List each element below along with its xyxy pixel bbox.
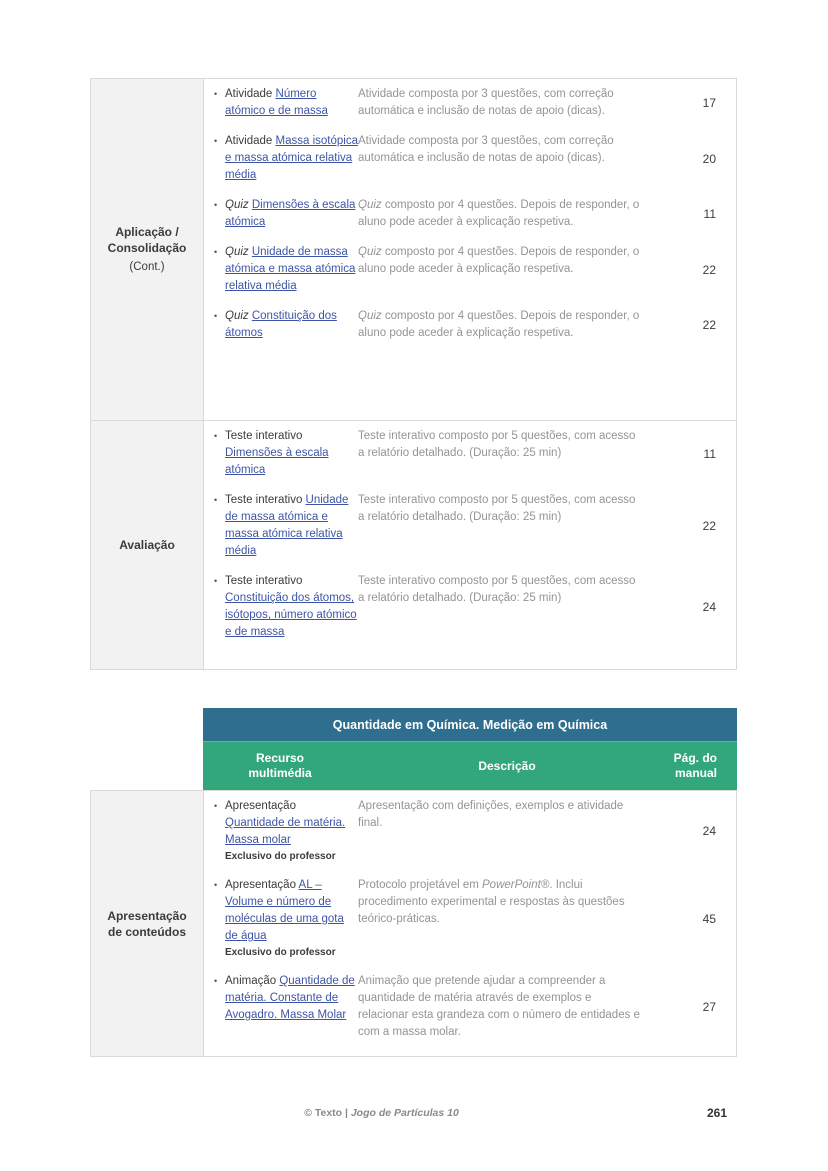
table-title: Quantidade em Química. Medição em Química — [332, 717, 608, 732]
table-body — [90, 790, 737, 1057]
resource-type: Apresentação — [225, 879, 299, 891]
footer-page-number: 261 — [706, 1106, 727, 1120]
manual-page-number: 24 — [702, 824, 716, 838]
description-segment: Teste interativo composto por 5 questões, com acesso a relatório detalhado. (Duração: 25 min) — [358, 575, 636, 604]
resource-link[interactable]: Unidade de massa atómica e massa atómica relativa média — [225, 246, 356, 292]
resource-label — [225, 86, 358, 120]
bullet-icon: • — [214, 431, 218, 441]
column-header-description-label: Descrição — [478, 758, 536, 773]
resource-type: Teste interativo — [225, 575, 303, 587]
manual-page-number: 11 — [703, 207, 716, 221]
manual-page-number: 22 — [702, 519, 716, 533]
description-segment: Teste interativo composto por 5 questões, com acesso a relatório detalhado. (Duração: 25 min) — [358, 430, 636, 459]
description-segment: composto por 4 questões. Depois de responder, o aluno pode aceder à explicação respetiva. — [358, 246, 640, 275]
resource-label — [225, 308, 358, 342]
manual-page-number: 45 — [702, 911, 716, 926]
resource-link[interactable]: Constituição dos átomos — [225, 310, 337, 339]
resource-link[interactable]: Quantidade de matéria. Constante de Avogadro. Massa Molar — [225, 975, 355, 1021]
bullet-icon: • — [214, 880, 218, 890]
column-header-description — [357, 759, 657, 774]
resource-type: Teste interativo — [225, 494, 306, 506]
resource-label — [225, 244, 358, 295]
resource-cell — [204, 492, 358, 560]
resource-link[interactable]: AL – Volume e número de moléculas de uma gota de água — [225, 879, 344, 942]
group-label-text: Aplicação / — [115, 225, 179, 239]
resource-cell — [204, 244, 358, 295]
group-sublabel: (Cont.) — [129, 261, 165, 273]
manual-page-number: 20 — [702, 151, 716, 166]
resource-type: Atividade — [225, 88, 276, 100]
table-title-bar — [203, 708, 737, 741]
resource-description — [358, 798, 658, 864]
footer-book-title: Jogo de Partículas 10 — [350, 1107, 459, 1119]
table-group — [91, 791, 736, 1056]
resource-description — [358, 86, 658, 120]
resource-description — [358, 133, 658, 184]
bullet-icon: • — [214, 247, 218, 257]
manual-page-number: 24 — [702, 600, 716, 614]
group-label-cell — [91, 791, 204, 1056]
resource-link[interactable]: Número atómico e de massa — [225, 88, 328, 117]
resource-cell — [204, 428, 358, 479]
resource-cell — [204, 308, 358, 342]
resource-link[interactable]: Quantidade de matéria. Massa molar — [225, 817, 346, 846]
group-label-cell — [91, 421, 204, 669]
resource-row — [204, 798, 736, 864]
group-rows — [204, 79, 736, 420]
description-segment: . Inclui procedimento experimental e respostas às questões teórico-práticas. — [358, 879, 625, 925]
description-segment: Protocolo projetável em — [358, 879, 483, 891]
resource-link[interactable]: Dimensões à escala atómica — [225, 447, 329, 476]
table-column-headers — [203, 741, 737, 790]
table-group — [91, 79, 736, 420]
group-label-text: Avaliação — [119, 538, 175, 552]
resource-type: Atividade — [225, 135, 276, 147]
resource-row — [204, 973, 736, 1041]
bullet-icon: • — [214, 311, 218, 321]
resource-type: Apresentação — [225, 800, 296, 812]
description-segment: Atividade composta por 3 questões, com correção automática e inclusão de notas de apoio (dicas). — [358, 135, 614, 164]
professor-note: Exclusivo do professor — [225, 947, 336, 958]
resource-link[interactable]: Constituição dos átomos, isótopos, número atómico e de massa — [225, 592, 357, 638]
description-segment: Teste interativo composto por 5 questões, com acesso a relatório detalhado. (Duração: 25 min) — [358, 494, 636, 523]
resource-description — [358, 492, 658, 560]
resource-description — [358, 877, 658, 960]
table-group — [91, 420, 736, 669]
description-segment: Quiz — [358, 246, 382, 258]
resource-label — [225, 798, 358, 864]
resource-type: Quiz — [225, 310, 252, 322]
resource-description — [358, 428, 658, 479]
description-segment: PowerPoint® — [482, 879, 550, 891]
description-segment: Animação que pretende ajudar a compreender a quantidade de matéria através de exemplos e relacionar esta grandeza com o número de entidades e com a massa molar. — [358, 975, 640, 1038]
description-segment: composto por 4 questões. Depois de responder, o aluno pode aceder à explicação respetiva. — [358, 199, 640, 228]
group-label-text: Apresentação — [107, 908, 187, 923]
description-segment: Apresentação com definições, exemplos e atividade final. — [358, 800, 624, 829]
column-header-page-label: Pág. do manual — [673, 751, 717, 780]
resource-row — [204, 133, 736, 184]
resource-label — [225, 492, 358, 560]
description-segment: Atividade composta por 3 questões, com correção automática e inclusão de notas de apoio (dicas). — [358, 88, 614, 117]
description-segment: Quiz — [358, 199, 382, 211]
resource-row — [204, 308, 736, 342]
bullet-icon: • — [214, 801, 218, 811]
resource-cell — [204, 133, 358, 184]
manual-page-number: 27 — [702, 1000, 716, 1014]
resource-type: Teste interativo — [225, 430, 303, 442]
resource-link[interactable]: Massa isotópica e massa atómica relativa média — [225, 135, 358, 181]
description-segment: composto por 4 questões. Depois de responder, o aluno pode aceder à explicação respetiva. — [358, 310, 640, 339]
group-label-cell — [91, 79, 204, 420]
bullet-icon: • — [214, 200, 218, 210]
resource-cell — [204, 573, 358, 641]
bullet-icon: • — [214, 576, 218, 586]
resource-cell — [204, 973, 358, 1041]
resource-cell — [204, 798, 358, 864]
resource-description — [358, 244, 658, 295]
bullet-icon: • — [214, 89, 218, 99]
resource-label — [225, 573, 358, 641]
quantity-chemistry-table — [90, 708, 737, 1057]
bullet-icon: • — [214, 495, 218, 505]
resource-label — [225, 428, 358, 479]
footer-copyright — [90, 1103, 673, 1123]
group-label-text: de conteúdos — [107, 924, 186, 939]
bullet-icon: • — [214, 976, 218, 986]
resource-row — [204, 86, 736, 120]
group-rows — [204, 791, 736, 1056]
group-label-text: Consolidação — [107, 241, 187, 255]
resource-link[interactable]: Unidade de massa atómica e massa atómica relativa média — [225, 494, 349, 557]
resource-description — [358, 308, 658, 342]
resource-row — [204, 573, 736, 641]
resource-type: Quiz — [225, 246, 252, 258]
column-header-resource-label: Recurso multimédia — [248, 751, 312, 780]
resource-label — [225, 197, 358, 231]
manual-page-number: 22 — [702, 318, 716, 332]
group-rows — [204, 421, 736, 669]
professor-note: Exclusivo do professor — [225, 851, 336, 862]
resource-description — [358, 573, 658, 641]
bullet-icon: • — [214, 136, 218, 146]
page-footer — [90, 1103, 737, 1123]
resource-label — [225, 973, 358, 1041]
manual-page-number: 11 — [703, 446, 716, 461]
resource-row — [204, 428, 736, 479]
resource-row — [204, 197, 736, 231]
manual-page-number: 22 — [702, 262, 716, 277]
resource-row — [204, 877, 736, 960]
resource-label — [225, 133, 358, 184]
column-header-resource — [203, 751, 357, 781]
manual-page-number: 17 — [702, 96, 716, 110]
description-segment: Quiz — [358, 310, 382, 322]
resource-description — [358, 973, 658, 1041]
resource-cell — [204, 197, 358, 231]
resource-link[interactable]: Dimensões à escala atómica — [225, 199, 356, 228]
resource-type: Animação — [225, 975, 280, 987]
resource-cell — [204, 86, 358, 120]
resource-type: Quiz — [225, 199, 252, 211]
resource-row — [204, 492, 736, 560]
resource-label — [225, 877, 358, 960]
resource-description — [358, 197, 658, 231]
resources-table-continued — [90, 78, 737, 670]
resource-row — [204, 244, 736, 295]
footer-copyright-text: © Texto | — [304, 1107, 348, 1119]
column-header-page — [657, 751, 737, 781]
resource-cell — [204, 877, 358, 960]
